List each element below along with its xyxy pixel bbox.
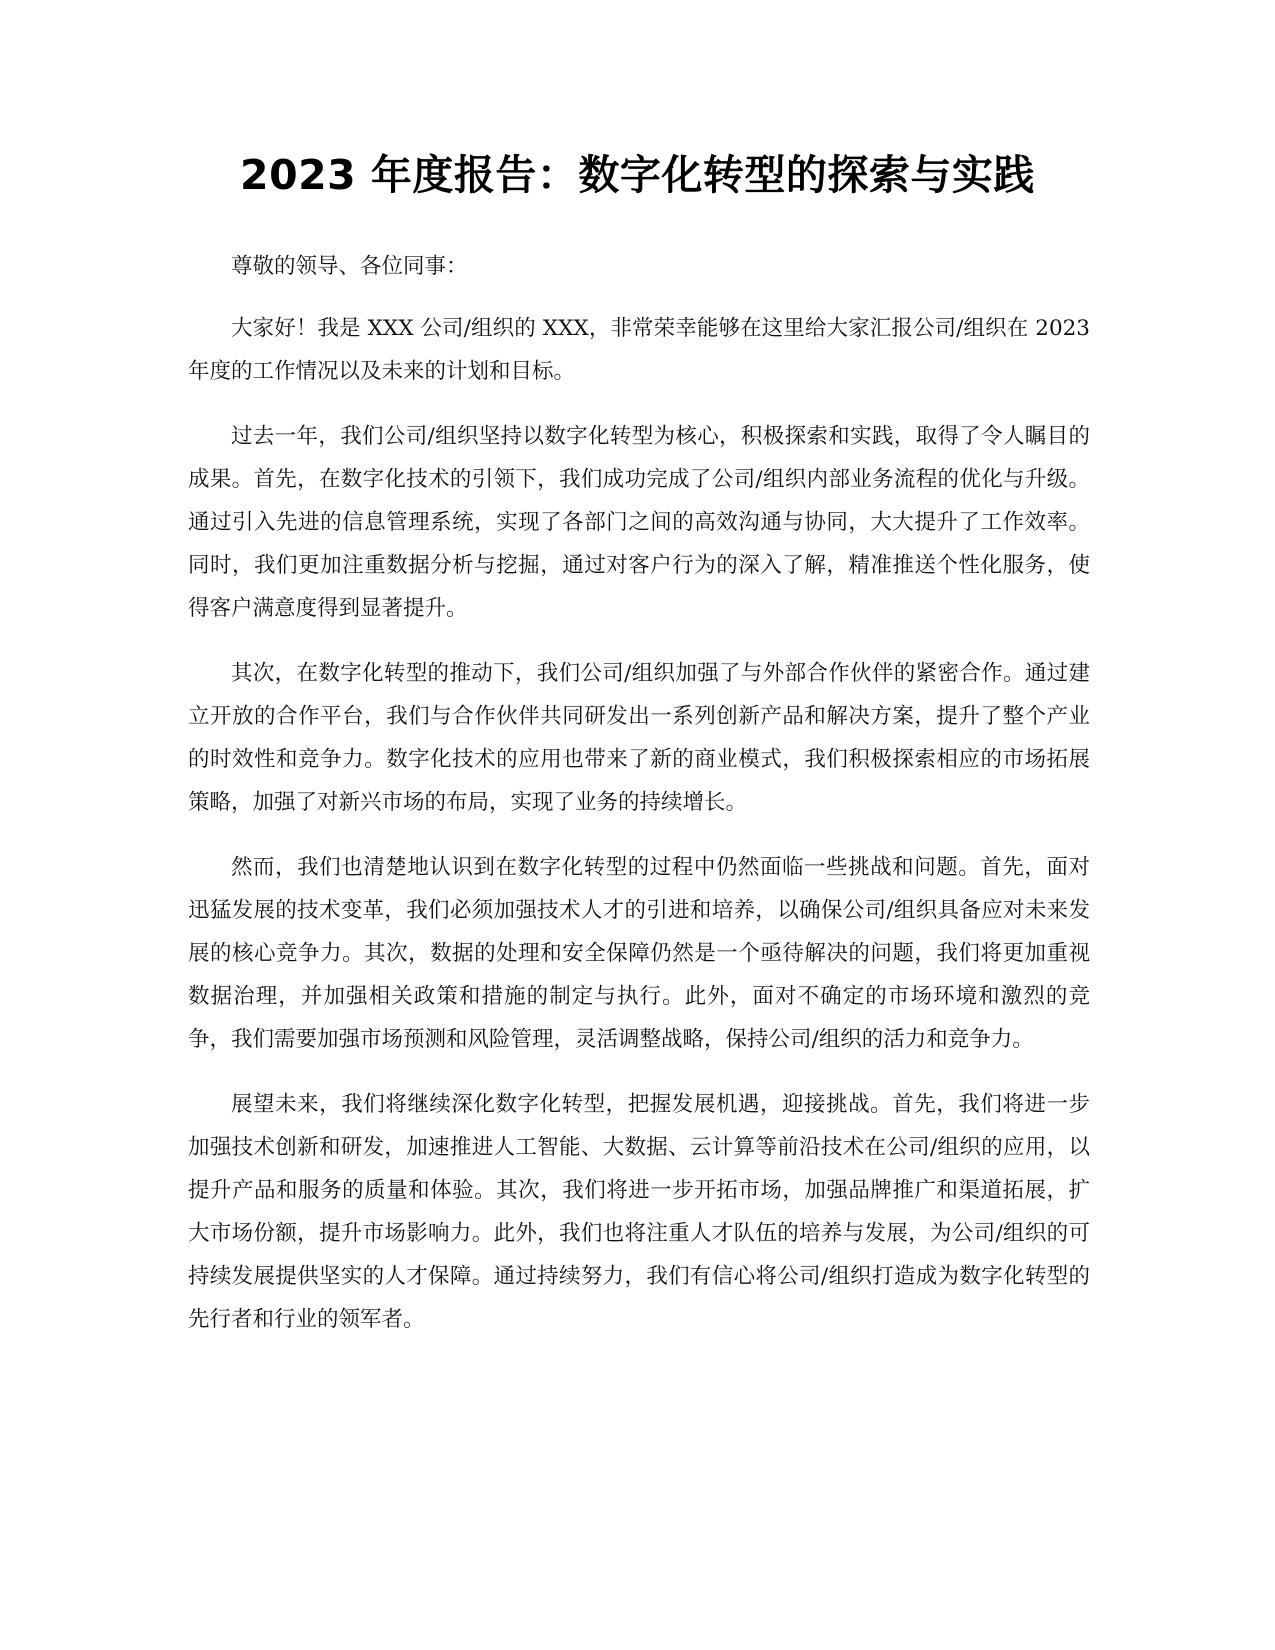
document-title: 2023 年度报告：数字化转型的探索与实践 [240, 151, 1035, 199]
paragraph-intro: 大家好！我是 XXX 公司/组织的 XXX，非常荣幸能够在这里给大家汇报公司/组织在 2023 年度的工作情况以及未来的计划和目标。 [188, 316, 1090, 384]
salutation: 尊敬的领导、各位同事： [231, 254, 468, 279]
document-body [188, 245, 1090, 1341]
paragraph-partnerships: 其次，在数字化转型的推动下，我们公司/组织加强了与外部合作伙伴的紧密合作。通过建立开放的合作平台，我们与合作伙伴共同研发出一系列创新产品和解决方案，提升了整个产业的时效性和竞争力。数字化技术的应用也带来了新的商业模式，我们积极探索相应的市场拓展策略，加强了对新兴市场的布局，实现了业务的持续增长。 [188, 661, 1090, 815]
paragraph-achievements: 过去一年，我们公司/组织坚持以数字化转型为核心，积极探索和实践，取得了令人瞩目的成果。首先，在数字化技术的引领下，我们成功完成了公司/组织内部业务流程的优化与升级。通过引入先进的信息管理系统，实现了各部门之间的高效沟通与协同，大大提升了工作效率。同时，我们更加注重数据分析与挖掘，通过对客户行为的深入了解，精准推送个性化服务，使得客户满意度得到显著提升。 [188, 424, 1090, 621]
paragraph-challenges: 然而，我们也清楚地认识到在数字化转型的过程中仍然面临一些挑战和问题。首先，面对迅猛发展的技术变革，我们必须加强技术人才的引进和培养，以确保公司/组织具备应对未来发展的核心竞争力。其次，数据的处理和安全保障仍然是一个亟待解决的问题，我们将更加重视数据治理，并加强相关政策和措施的制定与执行。此外，面对不确定的市场环境和激烈的竞争，我们需要加强市场预测和风险管理，灵活调整战略，保持公司/组织的活力和竞争力。 [188, 855, 1090, 1052]
paragraph-outlook: 展望未来，我们将继续深化数字化转型，把握发展机遇，迎接挑战。首先，我们将进一步加强技术创新和研发，加速推进人工智能、大数据、云计算等前沿技术在公司/组织的应用，以提升产品和服务的质量和体验。其次，我们将进一步开拓市场，加强品牌推广和渠道拓展，扩大市场份额，提升市场影响力。此外，我们也将注重人才队伍的培养与发展，为公司/组织的可持续发展提供坚实的人才保障。通过持续努力，我们有信心将公司/组织打造成为数字化转型的先行者和行业的领军者。 [188, 1092, 1090, 1332]
